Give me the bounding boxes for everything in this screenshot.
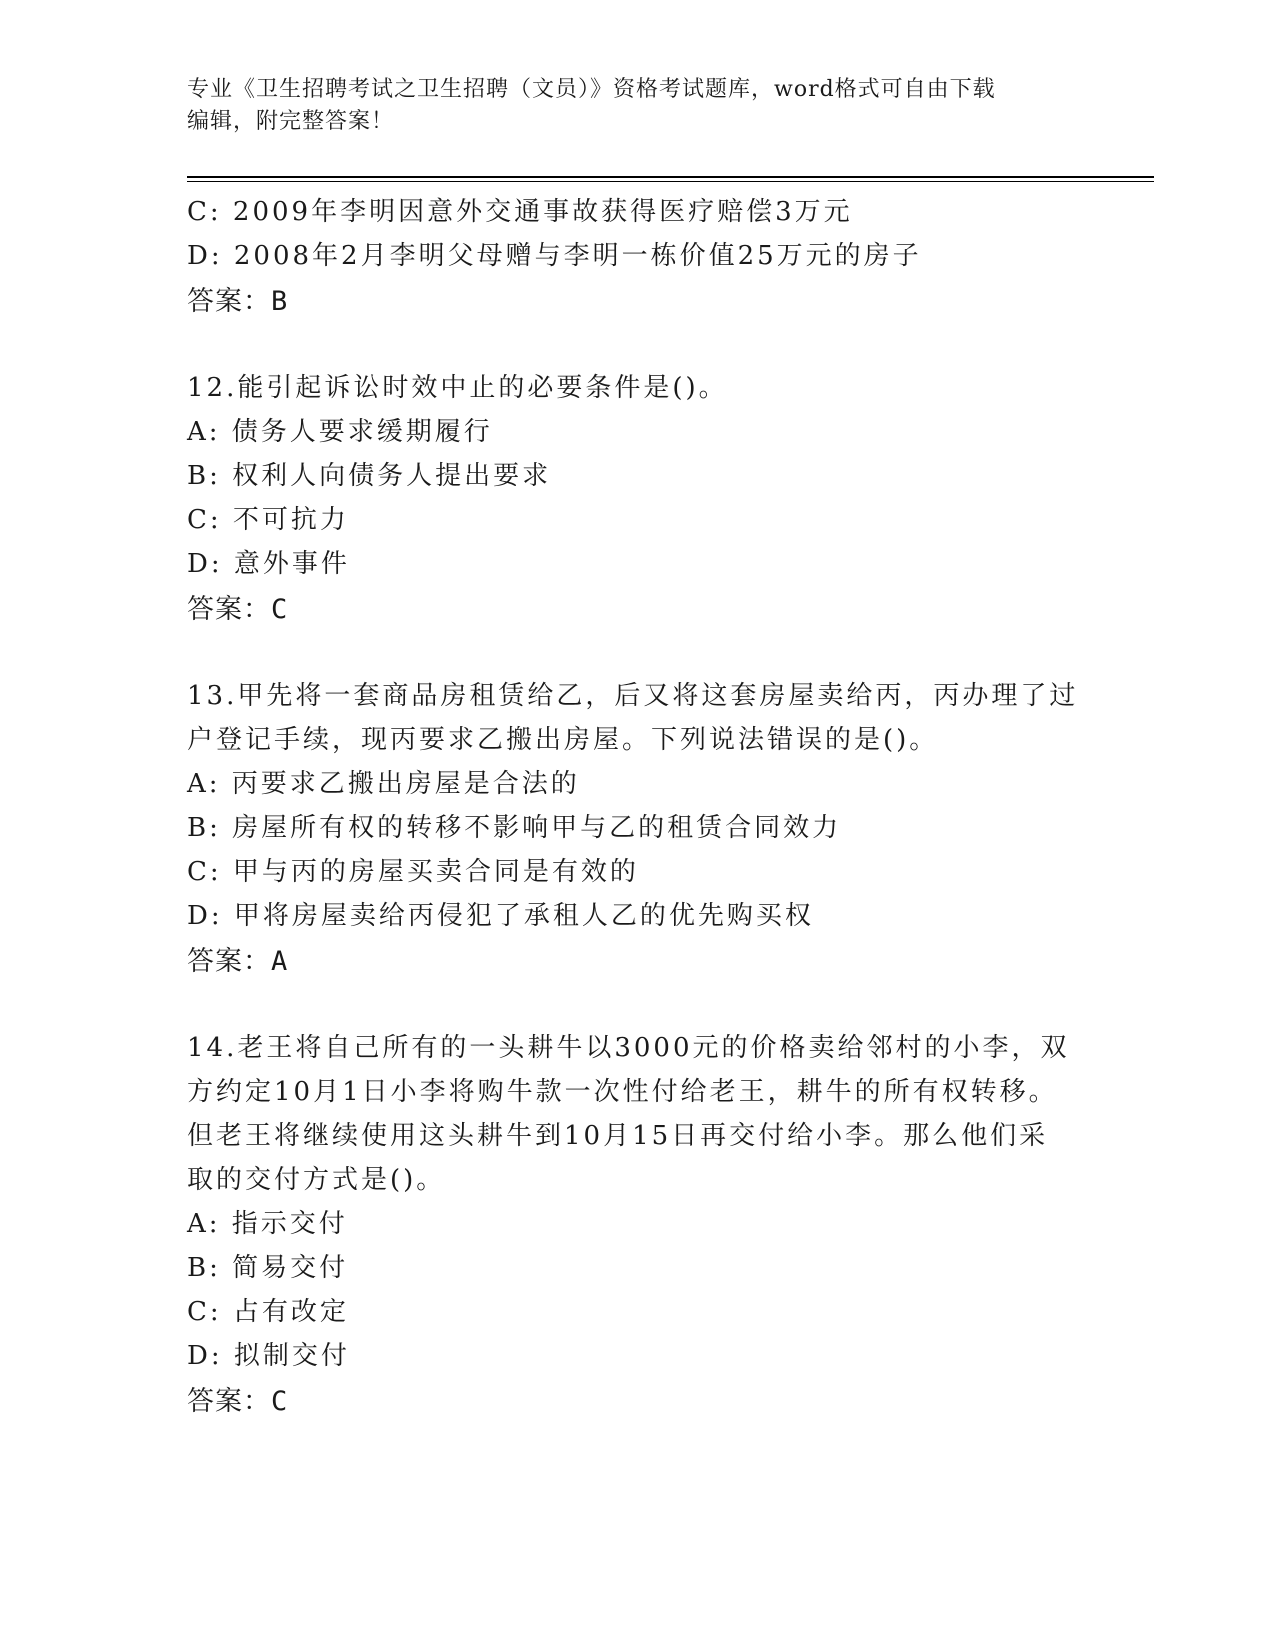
q13-option-d: D: 甲将房屋卖给丙侵犯了承租人乙的优先购买权 <box>187 901 814 931</box>
q14-question-line-4: 取的交付方式是()。 <box>187 1165 446 1195</box>
header-line-1: 专业《卫生招聘考试之卫生招聘（文员）》资格考试题库，word格式可自由下载 <box>187 77 996 102</box>
q12-option-a: A: 债务人要求缓期履行 <box>187 417 493 447</box>
q13-option-b: B: 房屋所有权的转移不影响甲与乙的租赁合同效力 <box>187 813 842 843</box>
q11-answer <box>187 279 288 318</box>
q14-option-b: B: 简易交付 <box>187 1253 349 1283</box>
answer-label: 答案： <box>187 594 271 625</box>
q13-option-c: C: 甲与丙的房屋买卖合同是有效的 <box>187 857 639 887</box>
q14-option-a: A: 指示交付 <box>187 1209 348 1239</box>
answer-label: 答案： <box>187 946 271 977</box>
q11-option-d: D: 2008年2月李明父母赠与李明一栋价值25万元的房子 <box>187 241 922 271</box>
header-divider-thick <box>187 176 1154 178</box>
q13-question-line-1: 13.甲先将一套商品房租赁给乙，后又将这套房屋卖给丙，丙办理了过 <box>187 681 1079 711</box>
header-line-2: 编辑，附完整答案！ <box>187 109 395 134</box>
q14-question-line-3: 但老王将继续使用这头耕牛到10月15日再交付给小李。那么他们采 <box>187 1121 1049 1151</box>
q14-answer <box>187 1379 288 1418</box>
answer-label: 答案： <box>187 286 271 317</box>
q13-option-a: A: 丙要求乙搬出房屋是合法的 <box>187 769 580 799</box>
answer-value: A <box>271 946 289 977</box>
q12-question: 12.能引起诉讼时效中止的必要条件是()。 <box>187 373 728 403</box>
q12-option-c: C: 不可抗力 <box>187 505 349 535</box>
header-divider-thin <box>187 181 1154 182</box>
q14-question-line-2: 方约定10月1日小李将购牛款一次性付给老王，耕牛的所有权转移。 <box>187 1077 1058 1107</box>
answer-value: C <box>271 1386 289 1417</box>
answer-value: C <box>271 594 289 625</box>
document-header <box>187 74 1087 138</box>
q12-option-b: B: 权利人向债务人提出要求 <box>187 461 552 491</box>
q14-option-d: D: 拟制交付 <box>187 1341 350 1371</box>
q14-question-line-1: 14.老王将自己所有的一头耕牛以3000元的价格卖给邻村的小李，双 <box>187 1033 1070 1063</box>
q11-option-c: C: 2009年李明因意外交通事故获得医疗赔偿3万元 <box>187 197 853 227</box>
q12-option-d: D: 意外事件 <box>187 549 350 579</box>
q12-answer <box>187 587 288 626</box>
answer-label: 答案： <box>187 1386 271 1417</box>
answer-value: B <box>271 286 289 317</box>
q13-answer <box>187 939 288 978</box>
q14-option-c: C: 占有改定 <box>187 1297 349 1327</box>
q13-question-line-2: 户登记手续，现丙要求乙搬出房屋。下列说法错误的是()。 <box>187 725 939 755</box>
